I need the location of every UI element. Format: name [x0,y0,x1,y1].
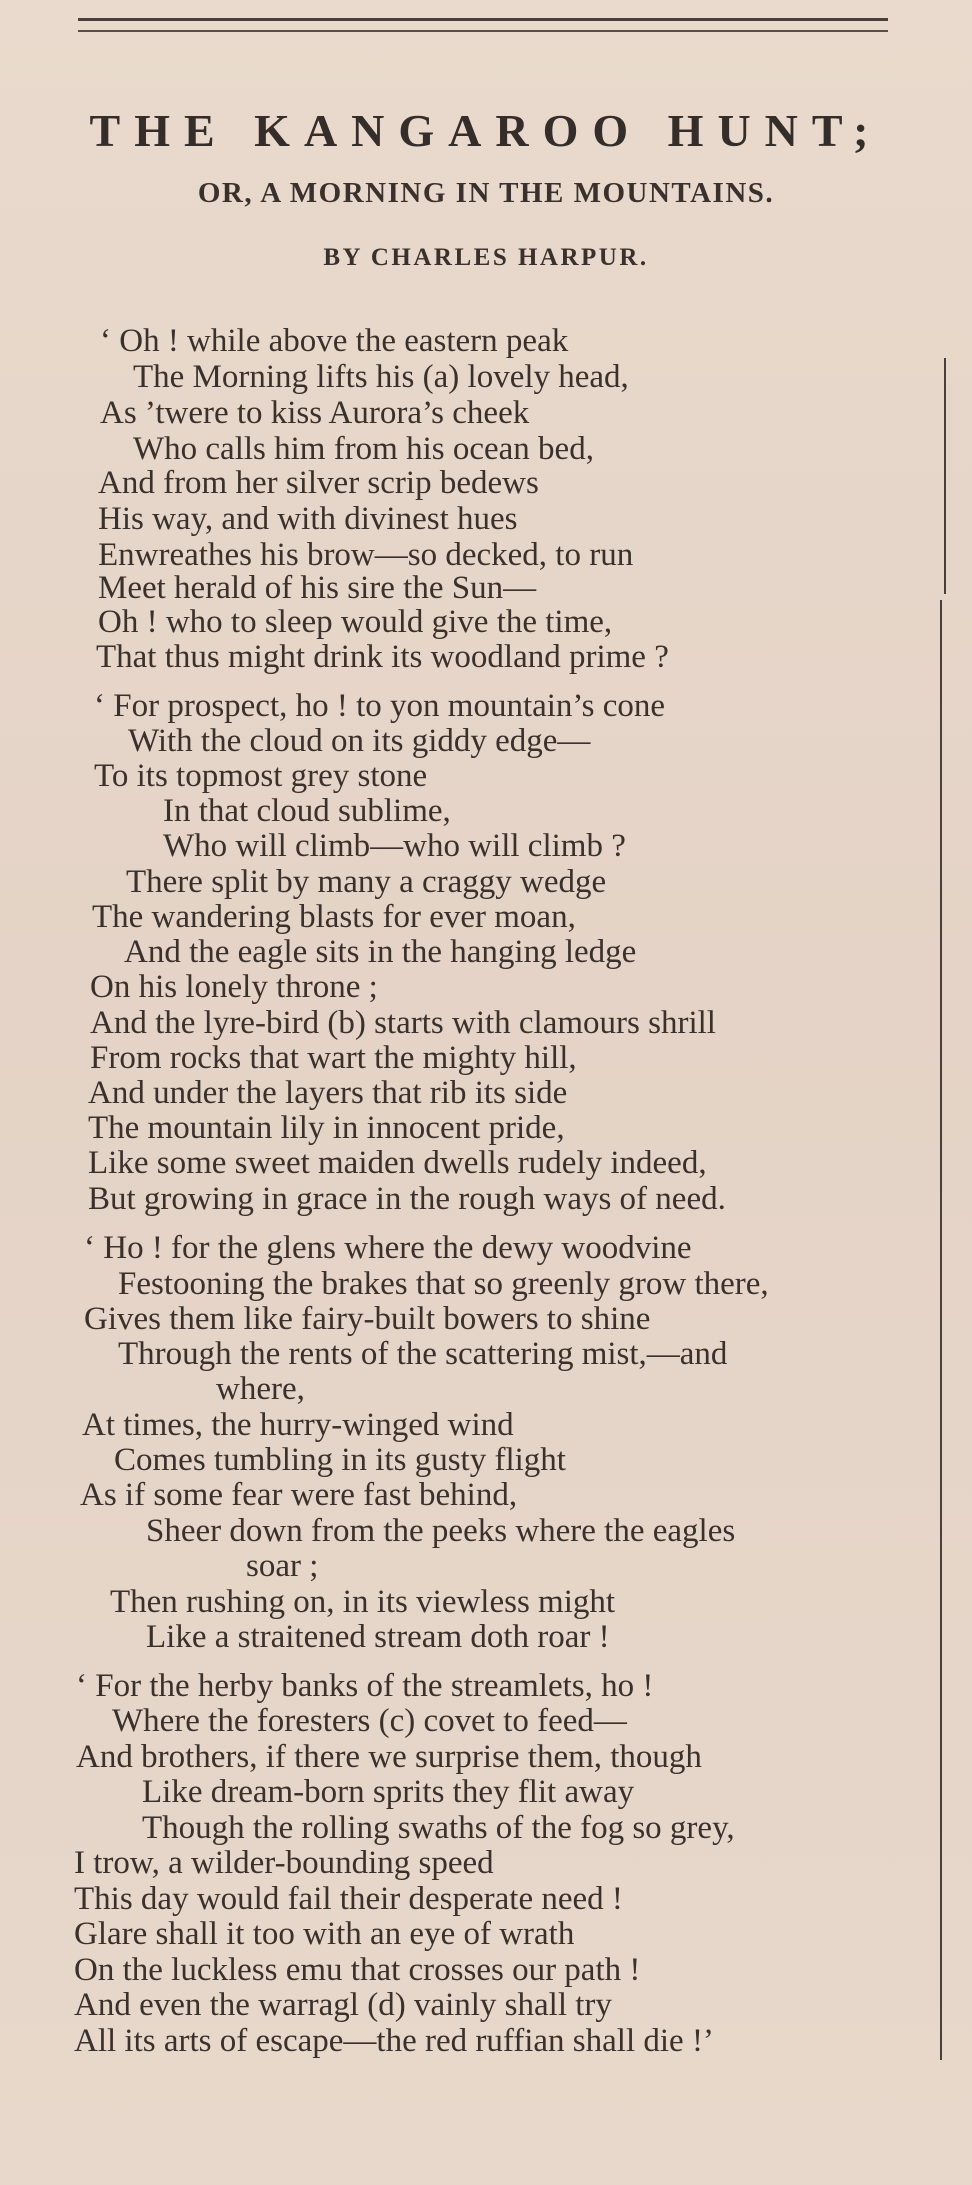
poem-line: ‘ For the herby banks of the streamlets, ho ! [76,1668,654,1704]
poem-line: Glare shall it too with an eye of wrath [74,1916,575,1952]
poem-line: ‘ For prospect, ho ! to yon mountain’s cone [94,688,665,724]
poem-line: soar ; [246,1548,319,1584]
poem-line: Meet herald of his sire the Sun— [98,570,537,606]
poem-line: The Morning lifts his (a) lovely head, [133,359,629,395]
poem-line: His way, and with divinest hues [98,501,518,537]
poem-line: Through the rents of the scattering mist,—and [118,1336,728,1372]
poem-line: ‘ Oh ! while above the eastern peak [100,323,569,359]
poem-line: Then rushing on, in its viewless might [110,1584,616,1620]
poem-line: Though the rolling swaths of the fog so grey, [142,1810,735,1846]
column-rule-upper [944,358,946,594]
poem-line: And brothers, if there we surprise them, though [76,1739,702,1775]
poem-line: The mountain lily in innocent pride, [88,1110,565,1146]
poem-line: Like dream-born sprits they flit away [142,1774,635,1810]
poem-line: And under the layers that rib its side [88,1075,568,1111]
poem-line: Oh ! who to sleep would give the time, [98,604,613,640]
poem-title: THE KANGAROO HUNT; [89,105,883,156]
poem-line: And the lyre-bird (b) starts with clamours shrill [90,1005,716,1041]
poem-line: At times, the hurry-winged wind [82,1407,514,1443]
poem-line: Sheer down from the peeks where the eagles [146,1513,736,1549]
poem-line: On his lonely throne ; [90,969,378,1005]
poem-line: Where the foresters (c) covet to feed— [112,1703,627,1739]
poem-line: As if some fear were fast behind, [80,1477,518,1513]
poem-byline: BY CHARLES HARPUR. [323,244,649,271]
column-rule-lower [940,600,942,2060]
poem-line: And from her silver scrip bedews [98,465,539,501]
poem-line: With the cloud on its giddy edge— [128,723,591,759]
poem-line: Festooning the brakes that so greenly grow there, [118,1266,769,1302]
poem-subtitle: OR, A MORNING IN THE MOUNTAINS. [197,177,775,209]
poem-line: And the eagle sits in the hanging ledge [124,934,637,970]
poem-line: Like a straitened stream doth roar ! [146,1619,610,1655]
poem-line: Enwreathes his brow—so decked, to run [98,537,634,573]
poem-line: Comes tumbling in its gusty flight [114,1442,566,1478]
poem-line: In that cloud sublime, [163,793,451,829]
poem-line: Who calls him from his ocean bed, [133,431,594,467]
poem-line: As ’twere to kiss Aurora’s cheek [100,395,530,431]
poem-line: That thus might drink its woodland prime ? [96,639,669,675]
poem-line: To its topmost grey stone [94,758,428,794]
poem-line: This day would fail their desperate need ! [74,1881,623,1917]
poem-line: There split by many a craggy wedge [126,864,607,900]
poem-line: On the luckless emu that crosses our path ! [74,1952,641,1988]
poem-line: The wandering blasts for ever moan, [92,899,576,935]
poem-line: where, [216,1371,305,1407]
top-rule [78,18,888,21]
top-rule-secondary [78,30,888,32]
poem-line: All its arts of escape—the red ruffian shall die !’ [74,2023,714,2059]
poem-line: Like some sweet maiden dwells rudely indeed, [88,1145,707,1181]
poem-line: But growing in grace in the rough ways of need. [88,1181,726,1217]
poem-line: I trow, a wilder-bounding speed [74,1845,494,1881]
poem-line: ‘ Ho ! for the glens where the dewy woodvine [84,1230,692,1266]
poem-line: From rocks that wart the mighty hill, [90,1040,577,1076]
poem-line: And even the warragl (d) vainly shall try [74,1987,612,2023]
poem-line: Who will climb—who will climb ? [163,828,626,864]
poem-line: Gives them like fairy-built bowers to shine [84,1301,651,1337]
